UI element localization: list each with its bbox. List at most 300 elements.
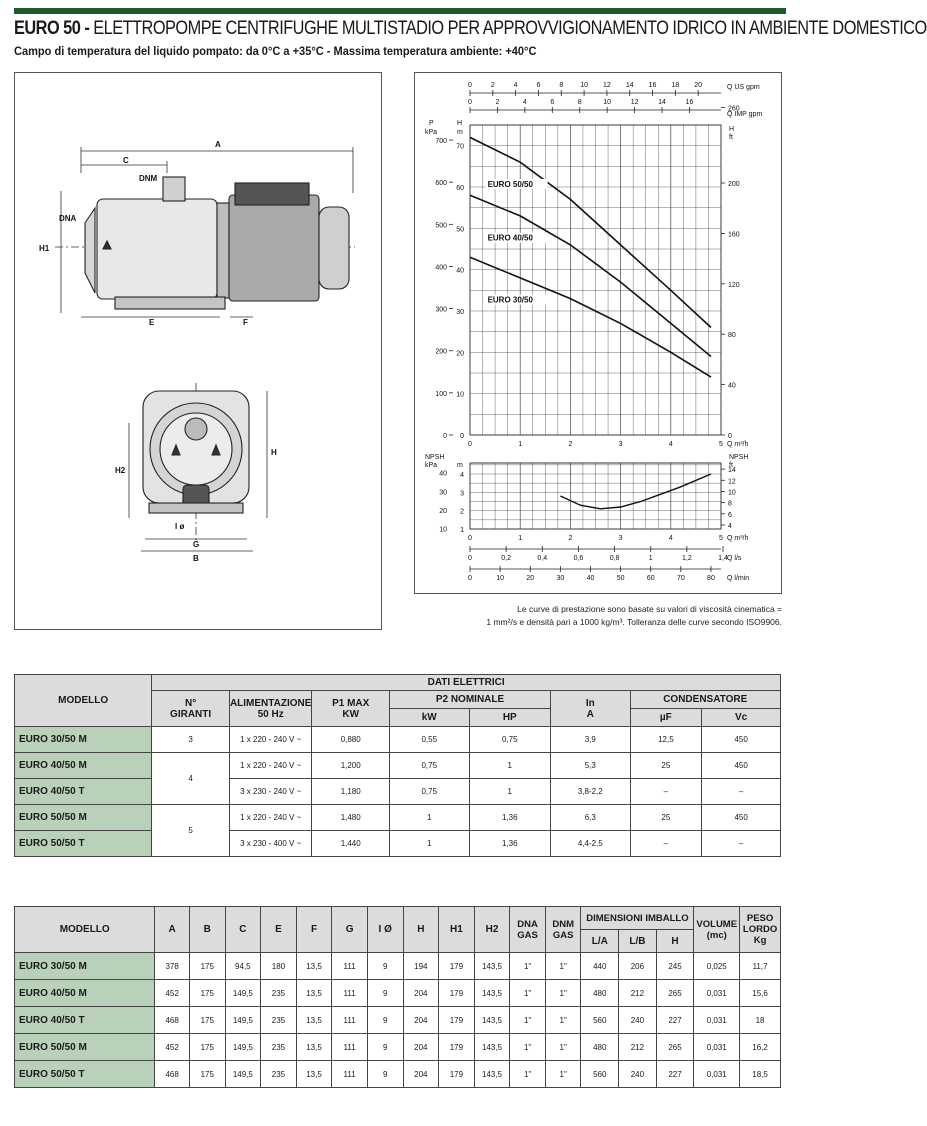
cell-h1: 179 [439, 1034, 475, 1061]
chart-note-line1: Le curve di prestazione sono basate su valori di viscosità cinematica = [517, 604, 782, 614]
cell-hh: 265 [656, 980, 694, 1007]
cell-vc: – [702, 831, 781, 857]
tick-label-us-gpm: 16 [648, 82, 657, 89]
table-row [15, 1034, 781, 1061]
cell-vc: 450 [702, 805, 781, 831]
cell-f: 13,5 [296, 1007, 332, 1034]
col-h1: H1 [439, 907, 475, 953]
dimension-drawing-panel [14, 72, 382, 630]
cell-p1: 0,880 [312, 727, 390, 753]
cell-dna: 1" [510, 1034, 546, 1061]
tick-label-kpa: 0 [443, 433, 447, 440]
tick-label-ls: 0 [468, 555, 472, 562]
cell-b: 175 [189, 1061, 225, 1088]
cell-in: 3,8-2,2 [551, 779, 630, 805]
label-g: G [193, 540, 200, 549]
cell-model: EURO 50/50 T [15, 1061, 155, 1088]
label-dnm: DNM [139, 174, 158, 183]
cell-vol: 0,031 [694, 1007, 740, 1034]
tick-label-ft: 0 [728, 433, 732, 440]
col-in-l1: In [585, 697, 595, 709]
cell-la: 560 [581, 1007, 619, 1034]
cell-io: 9 [367, 1061, 403, 1088]
tick-label-imp-gpm: 10 [603, 99, 612, 106]
col-dna [510, 907, 546, 953]
label-h: H [271, 448, 277, 457]
col-in-l2: A [586, 708, 594, 720]
cell-h: 194 [403, 953, 439, 980]
tick-label-ft: 120 [728, 281, 740, 289]
tick-label-m3h: 5 [719, 441, 723, 448]
cell-uf: – [630, 779, 702, 805]
col-dnm-l1: DNM [552, 918, 574, 930]
tick-label-us-gpm: 18 [671, 82, 680, 89]
tick-label-m: 60 [456, 185, 464, 192]
tick-label-us-gpm: 10 [580, 82, 588, 89]
cell-e: 235 [261, 980, 297, 1007]
cell-f: 13,5 [296, 1034, 332, 1061]
axis-label-lmin: Q l/min [727, 575, 750, 582]
cell-h2: 143,5 [474, 953, 510, 980]
dimensions-table [14, 906, 781, 1088]
cell-uf: – [630, 831, 702, 857]
cell-hp: 1 [469, 753, 551, 779]
tick-label-m: 30 [456, 309, 464, 316]
table-row [15, 831, 781, 857]
npsh-tick-label-m3h: 1 [518, 535, 523, 542]
label-f: F [243, 318, 248, 327]
cell-giranti: 5 [152, 805, 230, 857]
tick-label-us-gpm: 20 [694, 82, 703, 89]
npsh-axis-label-ft: ft [729, 462, 733, 469]
npsh-tick-label-kpa: 30 [439, 489, 447, 497]
tick-label-m: 50 [456, 226, 464, 234]
cell-alim: 1 x 220 - 240 V ~ [229, 805, 311, 831]
col-peso-l2: LORDO [742, 924, 778, 935]
cell-b: 175 [189, 980, 225, 1007]
col-model: MODELLO [15, 907, 155, 953]
cell-dnm: 1" [545, 1034, 581, 1061]
cell-kw: 1 [389, 831, 469, 857]
chart-note [440, 603, 782, 629]
npsh-tick-label-ft: 12 [728, 478, 736, 486]
col-lb: L/B [619, 930, 657, 953]
tick-label-m3h: 4 [668, 441, 673, 448]
cell-kw: 0,55 [389, 727, 469, 753]
cell-a: 378 [155, 953, 190, 980]
label-h1: H1 [39, 244, 50, 253]
cell-p1: 1,200 [312, 753, 390, 779]
axis-label-ft: H [729, 126, 735, 133]
npsh-tick-label-m: 2 [460, 508, 464, 516]
col-alimentazione [229, 691, 311, 727]
tick-label-ft: 200 [728, 181, 740, 189]
tick-label-imp-gpm: 0 [468, 99, 472, 106]
axis-label-imp-gpm: Q IMP gpm [727, 111, 763, 118]
tick-label-m3h: 2 [568, 441, 573, 448]
series-label-0: EURO 50/50 [487, 180, 533, 189]
tick-label-m: 0 [460, 433, 464, 440]
cell-g: 111 [332, 1034, 368, 1061]
cell-la: 560 [581, 1061, 619, 1088]
chart-note-line2: 1 mm²/s e densità pari a 1000 kg/m³. Tolleranza delle curve secondo ISO9906. [486, 617, 782, 627]
npsh-axis-label-right: NPSH [729, 454, 749, 461]
table-row [15, 753, 781, 779]
cell-model: EURO 40/50 M [15, 753, 152, 779]
cell-la: 480 [581, 980, 619, 1007]
tick-label-lmin: 60 [646, 575, 655, 582]
cell-lb: 206 [619, 953, 657, 980]
cell-uf: 25 [630, 805, 702, 831]
axis-label-m: H [457, 120, 463, 127]
tick-label-m: 20 [456, 350, 464, 358]
group-condensatore: CONDENSATORE [630, 691, 781, 709]
cell-p1: 1,480 [312, 805, 390, 831]
tick-label-imp-gpm: 12 [630, 99, 639, 106]
cell-c: 149,5 [225, 1034, 261, 1061]
cell-peso: 18 [740, 1007, 781, 1034]
cell-vol: 0,031 [694, 980, 740, 1007]
pump-drawing [15, 73, 381, 629]
col-vol-l2: (mc) [706, 929, 727, 941]
col-peso-l1: PESO [746, 913, 774, 924]
col-peso [740, 907, 781, 953]
npsh-tick-label-m3h: 0 [468, 535, 472, 542]
cell-uf: 12,5 [630, 727, 702, 753]
cell-f: 13,5 [296, 980, 332, 1007]
axis-label-kpa-unit: kPa [425, 129, 438, 136]
tick-label-us-gpm: 4 [513, 82, 518, 89]
cell-in: 5,3 [551, 753, 630, 779]
cell-a: 468 [155, 1007, 190, 1034]
tick-label-kpa: 300 [435, 306, 447, 314]
cell-model: EURO 50/50 M [15, 805, 152, 831]
cell-h2: 143,5 [474, 1007, 510, 1034]
tick-label-imp-gpm: 4 [522, 99, 527, 106]
title-model: EURO 50 - [14, 18, 90, 39]
group-p2-nominale: P2 NOMINALE [389, 691, 550, 709]
cell-giranti: 4 [152, 753, 230, 805]
tick-label-m3h: 1 [518, 441, 523, 448]
cell-io: 9 [367, 1034, 403, 1061]
npsh-tick-label-kpa: 10 [439, 526, 447, 534]
npsh-tick-label-ft: 4 [728, 522, 732, 530]
table-row [15, 727, 781, 753]
performance-chart-panel [414, 72, 782, 594]
tick-label-lmin: 30 [556, 575, 565, 582]
tick-label-m: 10 [456, 391, 464, 399]
col-f: F [296, 907, 332, 953]
tick-label-kpa: 400 [435, 264, 447, 272]
cell-alim: 1 x 220 - 240 V ~ [229, 727, 311, 753]
col-b: B [189, 907, 225, 953]
table-row [15, 1007, 781, 1034]
cell-model: EURO 30/50 M [15, 953, 155, 980]
tick-label-ls: 0,8 [609, 555, 620, 562]
cell-h: 204 [403, 980, 439, 1007]
npsh-tick-label-m3h: 3 [618, 535, 623, 542]
tick-label-imp-gpm: 8 [577, 99, 582, 106]
axis-label-ft-unit: ft [729, 134, 733, 141]
tick-label-imp-gpm: 2 [495, 99, 500, 106]
series-label-2: EURO 30/50 [487, 295, 533, 305]
col-giranti-l2: GIRANTI [170, 708, 212, 720]
cell-lb: 240 [619, 1061, 657, 1088]
tick-label-us-gpm: 0 [468, 82, 472, 89]
cell-h: 204 [403, 1007, 439, 1034]
col-in [551, 691, 630, 727]
npsh-tick-label-m: 3 [460, 490, 464, 498]
cell-vol: 0,031 [694, 1061, 740, 1088]
axis-label-kpa: P [429, 120, 434, 127]
col-io: I Ø [367, 907, 403, 953]
cell-model: EURO 50/50 M [15, 1034, 155, 1061]
col-p1 [312, 691, 390, 727]
cell-vc: – [702, 779, 781, 805]
tick-label-m3h: 3 [618, 441, 623, 448]
cell-vol: 0,031 [694, 1034, 740, 1061]
tick-label-ls: 1 [648, 555, 653, 562]
col-vol-l1: VOLUME [696, 918, 738, 930]
cell-e: 235 [261, 1034, 297, 1061]
tick-label-lmin: 20 [526, 575, 535, 582]
electrical-data-table [14, 674, 781, 857]
axis-label-ls: Q l/s [727, 555, 742, 562]
axis-label-m-unit: m [457, 129, 463, 136]
cell-kw: 1 [389, 805, 469, 831]
page-title [14, 18, 927, 40]
axis-label-us-gpm: Q US gpm [727, 84, 760, 91]
cell-f: 13,5 [296, 953, 332, 980]
cell-hh: 227 [656, 1061, 694, 1088]
pump-front-view [143, 391, 249, 513]
col-uf: µF [630, 709, 702, 727]
col-a: A [155, 907, 190, 953]
cell-dnm: 1" [545, 1007, 581, 1034]
cell-vc: 450 [702, 753, 781, 779]
tick-label-us-gpm: 8 [559, 82, 564, 89]
cell-lb: 212 [619, 980, 657, 1007]
cell-hp: 1 [469, 779, 551, 805]
cell-a: 452 [155, 980, 190, 1007]
cell-giranti: 3 [152, 727, 230, 753]
npsh-tick-label-kpa: 20 [439, 507, 447, 515]
cell-g: 111 [332, 1061, 368, 1088]
tick-label-us-gpm: 6 [536, 82, 541, 89]
cell-hh: 227 [656, 1007, 694, 1034]
cell-c: 149,5 [225, 980, 261, 1007]
cell-f: 13,5 [296, 1061, 332, 1088]
col-la: L/A [581, 930, 619, 953]
tick-label-lmin: 50 [616, 575, 625, 582]
npsh-axis-label-m: m [457, 462, 463, 469]
col-e: E [261, 907, 297, 953]
label-h2: H2 [115, 466, 126, 475]
tick-label-us-gpm: 14 [625, 82, 634, 89]
cell-model: EURO 50/50 T [15, 831, 152, 857]
cell-vol: 0,025 [694, 953, 740, 980]
cell-h: 204 [403, 1034, 439, 1061]
npsh-tick-label-m: 4 [460, 472, 464, 479]
cell-vc: 450 [702, 727, 781, 753]
tick-label-lmin: 80 [707, 575, 715, 582]
cell-alim: 1 x 220 - 240 V ~ [229, 753, 311, 779]
col-p1-l2: KW [342, 708, 360, 720]
npsh-tick-label-ft: 14 [728, 467, 736, 475]
col-peso-l3: Kg [753, 935, 767, 946]
tick-label-lmin: 0 [468, 575, 472, 582]
col-h2: H2 [474, 907, 510, 953]
npsh-tick-label-m3h: 2 [568, 535, 573, 542]
cell-b: 175 [189, 1007, 225, 1034]
cell-kw: 0,75 [389, 779, 469, 805]
col-model: MODELLO [15, 675, 152, 727]
cell-b: 175 [189, 1034, 225, 1061]
tick-label-kpa: 200 [435, 348, 447, 356]
cell-model: EURO 40/50 T [15, 779, 152, 805]
cell-dna: 1" [510, 953, 546, 980]
label-dna: DNA [59, 214, 77, 223]
col-hh: H [656, 930, 694, 953]
npsh-tick-label-ft: 6 [728, 511, 732, 519]
tick-label-imp-gpm: 14 [658, 99, 666, 106]
page-subtitle: Campo di temperatura del liquido pompato: da 0°C a +35°C - Massima temperatura ambiente: +40°C [14, 44, 537, 58]
tick-label-m: 70 [456, 143, 464, 151]
cell-a: 468 [155, 1061, 190, 1088]
cell-peso: 11,7 [740, 953, 781, 980]
cell-g: 111 [332, 980, 368, 1007]
cell-p1: 1,180 [312, 779, 390, 805]
cell-c: 149,5 [225, 1061, 261, 1088]
tick-label-imp-gpm: 6 [550, 99, 555, 106]
tick-label-imp-gpm: 16 [685, 99, 694, 106]
tick-label-ls: 0,4 [537, 555, 548, 562]
cell-h2: 143,5 [474, 1034, 510, 1061]
cell-dna: 1" [510, 1007, 546, 1034]
header-accent-bar [14, 8, 786, 14]
series-label-1: EURO 40/50 [487, 233, 533, 243]
cell-kw: 0,75 [389, 753, 469, 779]
npsh-tick-label-kpa: 40 [439, 470, 447, 478]
table-row [15, 1061, 781, 1088]
col-dna-l1: DNA [517, 918, 538, 930]
group-dati-elettrici: DATI ELETTRICI [152, 675, 781, 691]
cell-alim: 3 x 230 - 400 V ~ [229, 831, 311, 857]
cell-in: 3,9 [551, 727, 630, 753]
tick-label-lmin: 70 [676, 575, 685, 582]
npsh-tick-label-m: 1 [460, 527, 464, 534]
tick-label-kpa: 500 [435, 222, 447, 230]
col-g: G [332, 907, 368, 953]
cell-e: 180 [261, 953, 297, 980]
cell-io: 9 [367, 953, 403, 980]
performance-chart [415, 73, 781, 593]
cell-b: 175 [189, 953, 225, 980]
col-dnm [545, 907, 581, 953]
title-description: ELETTROPOMPE CENTRIFUGHE MULTISTADIO PER APPROVVIGIONAMENTO IDRICO IN AMBIENTE DOMESTICO [89, 18, 927, 39]
tick-label-ft: 260 [728, 105, 740, 113]
tick-label-m: 40 [456, 267, 464, 275]
npsh-tick-label-m3h: 5 [719, 535, 723, 542]
cell-io: 9 [367, 1007, 403, 1034]
cell-dnm: 1" [545, 1061, 581, 1088]
col-giranti [152, 691, 230, 727]
pump-side-view [85, 177, 349, 309]
group-imballo: DIMENSIONI IMBALLO [581, 907, 694, 930]
tick-label-ft: 40 [728, 382, 736, 390]
label-i-diameter: I ø [175, 522, 185, 531]
cell-p1: 1,440 [312, 831, 390, 857]
tick-label-ls: 1,4 [718, 555, 728, 562]
cell-peso: 15,6 [740, 980, 781, 1007]
table-row [15, 805, 781, 831]
tick-label-ls: 0,2 [501, 555, 512, 562]
axis-label-m3h: Q m³/h [727, 441, 749, 448]
cell-lb: 240 [619, 1007, 657, 1034]
cell-a: 452 [155, 1034, 190, 1061]
cell-g: 111 [332, 1007, 368, 1034]
npsh-axis-label-m3h: Q m³/h [727, 535, 749, 542]
label-a: A [215, 140, 221, 149]
cell-in: 4,4-2,5 [551, 831, 630, 857]
cell-c: 149,5 [225, 1007, 261, 1034]
npsh-tick-label-m3h: 4 [668, 535, 673, 542]
cell-la: 480 [581, 1034, 619, 1061]
tick-label-kpa: 700 [435, 138, 447, 146]
tick-label-ls: 0,6 [573, 555, 584, 562]
label-b: B [193, 554, 199, 563]
cell-hp: 1,36 [469, 805, 551, 831]
tick-label-ft: 80 [728, 332, 736, 340]
cell-e: 235 [261, 1061, 297, 1088]
tick-label-us-gpm: 2 [490, 82, 495, 89]
npsh-axis-label-kpa: kPa [425, 462, 438, 469]
col-p1-l1: P1 MAX [332, 697, 370, 709]
tick-label-ft: 160 [728, 231, 740, 239]
cell-in: 6,3 [551, 805, 630, 831]
col-alim-l1: ALIMENTAZIONE [229, 697, 312, 709]
cell-alim: 3 x 230 - 240 V ~ [229, 779, 311, 805]
col-p2-kw: kW [389, 709, 469, 727]
cell-hp: 1,36 [469, 831, 551, 857]
npsh-tick-label-ft: 8 [728, 500, 732, 508]
col-p2-hp: HP [469, 709, 551, 727]
cell-la: 440 [581, 953, 619, 980]
npsh-axis-label: NPSH [425, 454, 445, 461]
col-dna-l2: GAS [517, 929, 538, 941]
cell-c: 94,5 [225, 953, 261, 980]
cell-h1: 179 [439, 953, 475, 980]
cell-hp: 0,75 [469, 727, 551, 753]
cell-lb: 212 [619, 1034, 657, 1061]
tick-label-us-gpm: 12 [603, 82, 611, 89]
cell-h1: 179 [439, 1007, 475, 1034]
cell-model: EURO 30/50 M [15, 727, 152, 753]
col-vc: Vc [702, 709, 781, 727]
col-c: C [225, 907, 261, 953]
cell-peso: 16,2 [740, 1034, 781, 1061]
col-h: H [403, 907, 439, 953]
cell-model: EURO 40/50 M [15, 980, 155, 1007]
cell-h2: 143,5 [474, 980, 510, 1007]
cell-hh: 245 [656, 953, 694, 980]
table-row [15, 980, 781, 1007]
cell-dnm: 1" [545, 953, 581, 980]
cell-hh: 265 [656, 1034, 694, 1061]
cell-io: 9 [367, 980, 403, 1007]
col-volume [694, 907, 740, 953]
col-alim-l2: 50 Hz [257, 708, 284, 720]
